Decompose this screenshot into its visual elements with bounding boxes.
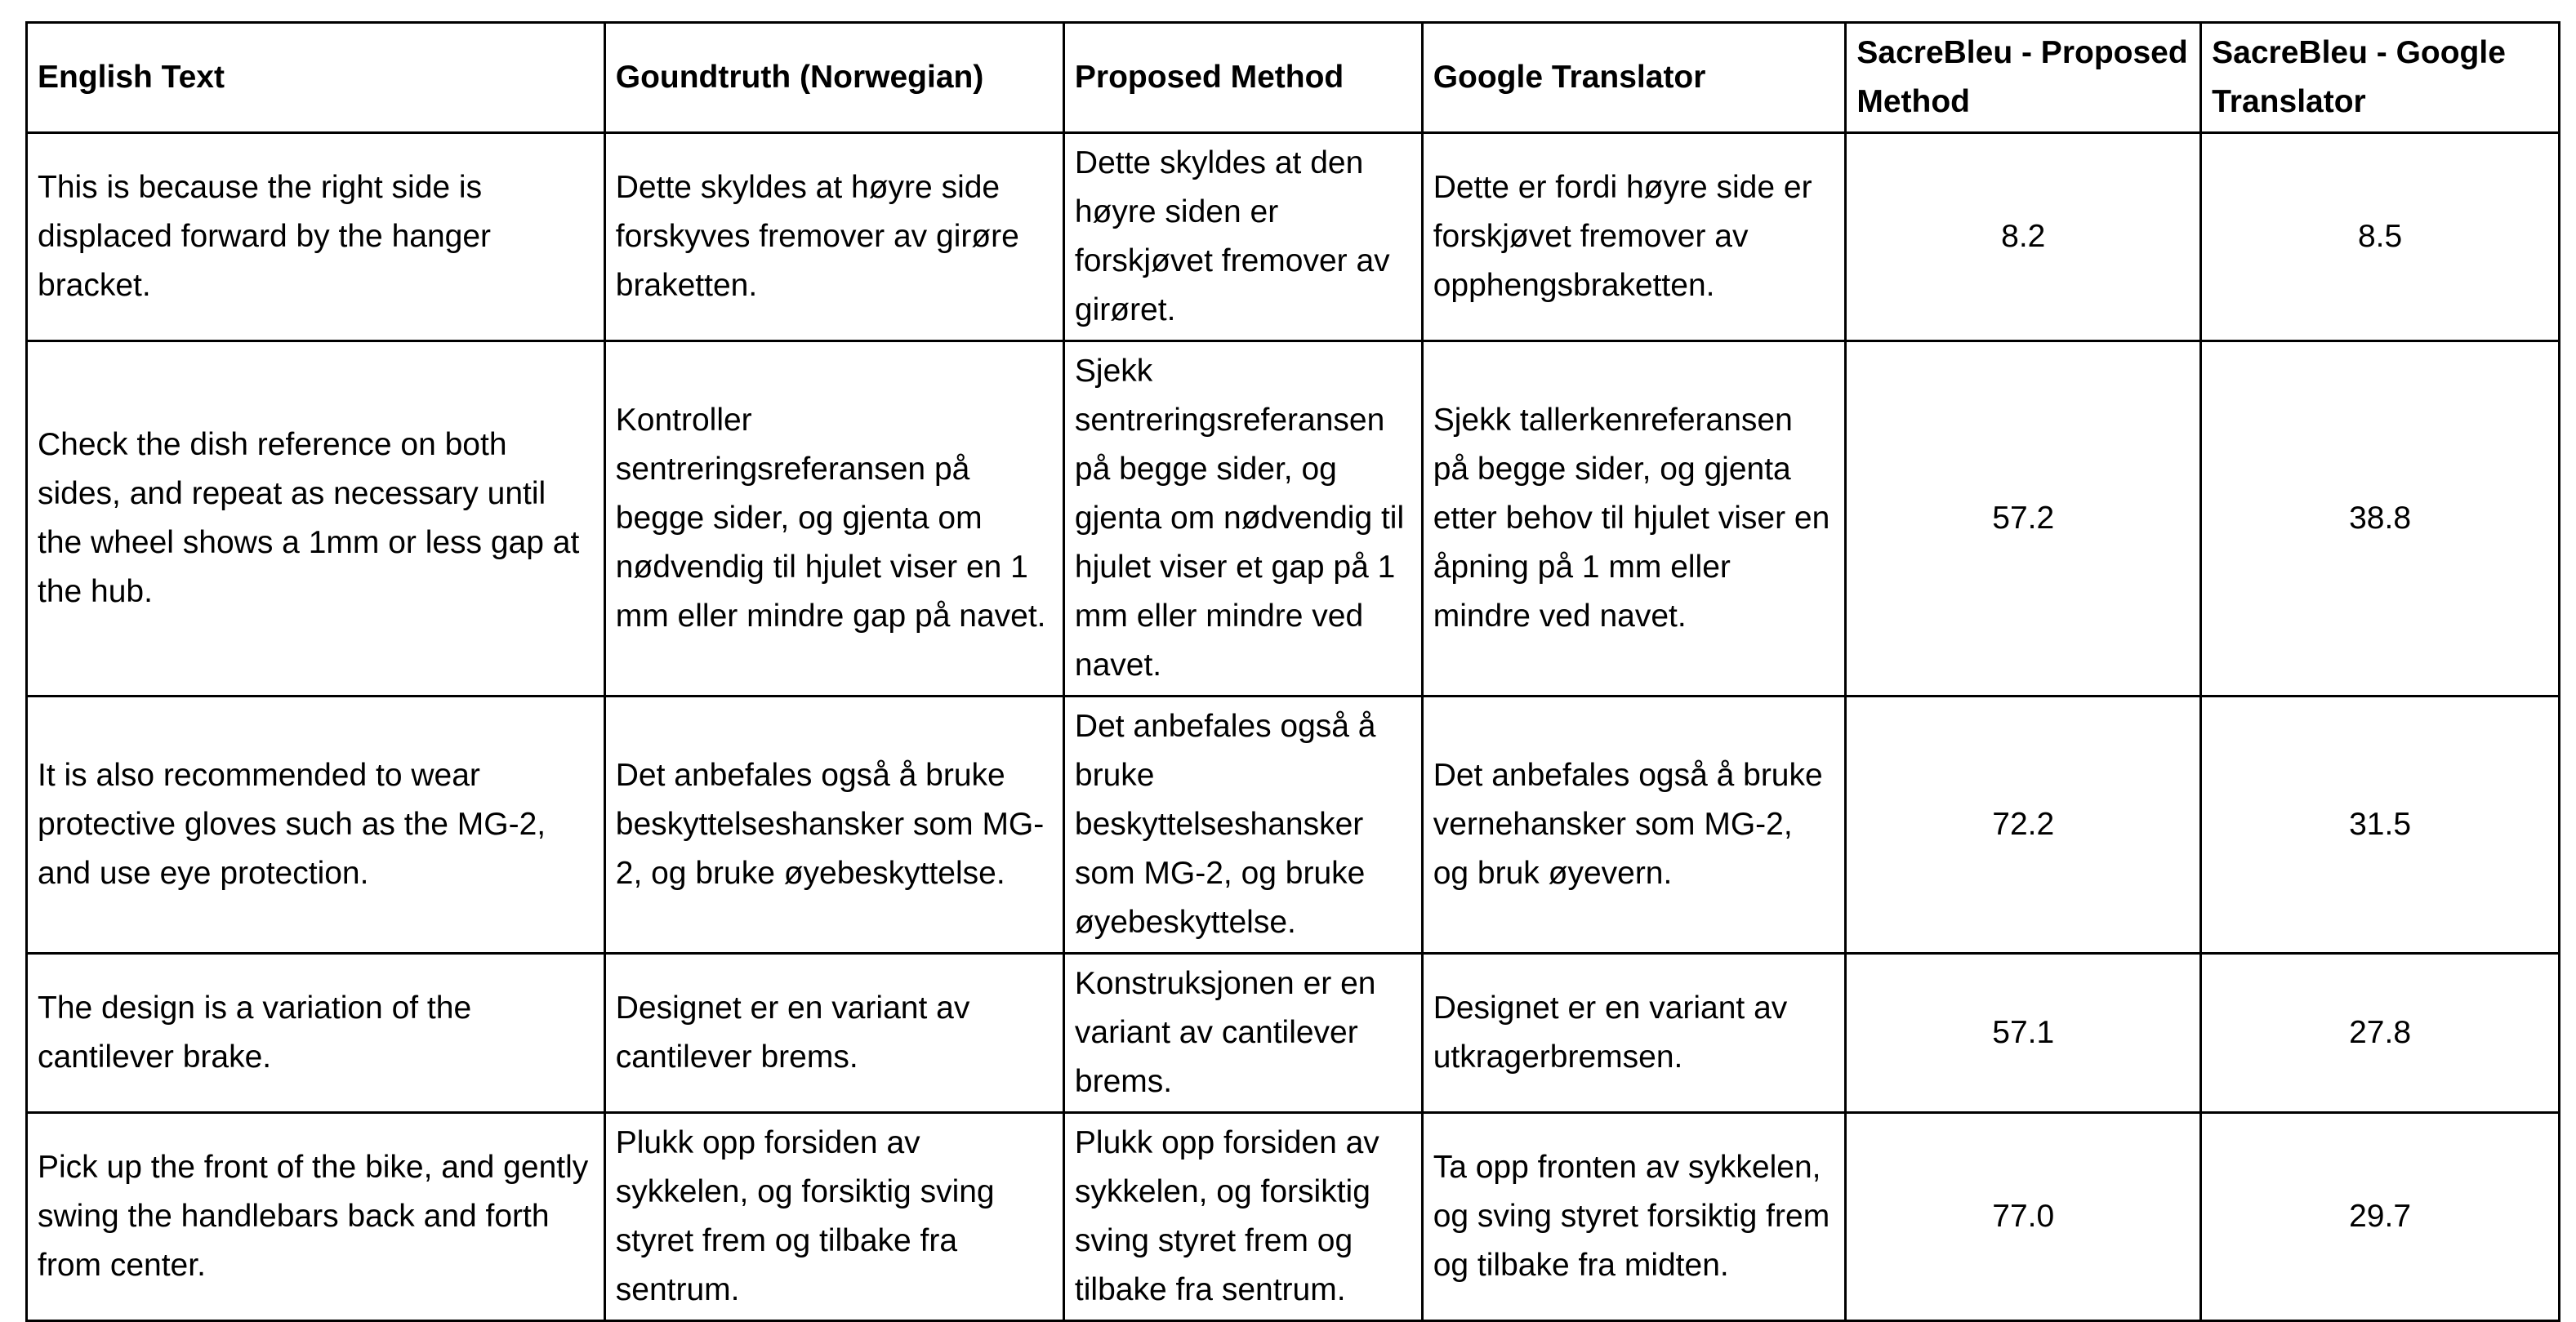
header-row bbox=[27, 23, 2560, 133]
cell-proposed[interactable]: Det anbefales også å bruke beskyttelseshansker som MG-2, og bruke øyebeskyttelse. bbox=[1063, 697, 1422, 954]
cell-google[interactable]: Designet er en variant av utkragerbremsen. bbox=[1422, 954, 1846, 1113]
cell-groundtruth[interactable]: Kontroller sentreringsreferansen på begge sider, og gjenta om nødvendig til hjulet viser en 1 mm eller mindre gap på navet. bbox=[604, 341, 1063, 697]
header-english-text[interactable]: English Text bbox=[27, 23, 605, 133]
cell-english[interactable]: Pick up the front of the bike, and gently swing the handlebars back and forth from center. bbox=[27, 1113, 605, 1321]
cell-groundtruth[interactable]: Det anbefales også å bruke beskyttelseshansker som MG-2, og bruke øyebeskyttelse. bbox=[604, 697, 1063, 954]
cell-proposed[interactable]: Dette skyldes at den høyre siden er forskjøvet fremover av girøret. bbox=[1063, 133, 1422, 341]
table-row bbox=[27, 954, 2560, 1113]
cell-groundtruth[interactable]: Dette skyldes at høyre side forskyves fremover av girøre braketten. bbox=[604, 133, 1063, 341]
table-row bbox=[27, 341, 2560, 697]
cell-english[interactable]: Check the dish reference on both sides, and repeat as necessary until the wheel shows a 1mm or less gap at the hub. bbox=[27, 341, 605, 697]
cell-bleu-google[interactable]: 8.5 bbox=[2201, 133, 2560, 341]
cell-bleu-proposed[interactable]: 57.1 bbox=[1846, 954, 2201, 1113]
cell-bleu-proposed[interactable]: 77.0 bbox=[1846, 1113, 2201, 1321]
cell-groundtruth[interactable]: Designet er en variant av cantilever brems. bbox=[604, 954, 1063, 1113]
translation-comparison-table bbox=[25, 21, 2560, 1322]
table-row bbox=[27, 697, 2560, 954]
cell-groundtruth[interactable]: Plukk opp forsiden av sykkelen, og forsiktig sving styret frem og tilbake fra sentrum. bbox=[604, 1113, 1063, 1321]
header-sacrebleu-google[interactable]: SacreBleu - Google Translator bbox=[2201, 23, 2560, 133]
cell-bleu-google[interactable]: 27.8 bbox=[2201, 954, 2560, 1113]
cell-google[interactable]: Det anbefales også å bruke vernehansker som MG-2, og bruk øyevern. bbox=[1422, 697, 1846, 954]
cell-bleu-proposed[interactable]: 8.2 bbox=[1846, 133, 2201, 341]
header-groundtruth[interactable]: Goundtruth (Norwegian) bbox=[604, 23, 1063, 133]
cell-proposed[interactable]: Sjekk sentreringsreferansen på begge sider, og gjenta om nødvendig til hjulet viser et gap på 1 mm eller mindre ved navet. bbox=[1063, 341, 1422, 697]
header-sacrebleu-proposed[interactable]: SacreBleu - Proposed Method bbox=[1846, 23, 2201, 133]
cell-bleu-proposed[interactable]: 57.2 bbox=[1846, 341, 2201, 697]
header-proposed-method[interactable]: Proposed Method bbox=[1063, 23, 1422, 133]
table-row bbox=[27, 1113, 2560, 1321]
cell-english[interactable]: This is because the right side is displaced forward by the hanger bracket. bbox=[27, 133, 605, 341]
cell-google[interactable]: Sjekk tallerkenreferansen på begge sider, og gjenta etter behov til hjulet viser en åpning på 1 mm eller mindre ved navet. bbox=[1422, 341, 1846, 697]
header-google-translator[interactable]: Google Translator bbox=[1422, 23, 1846, 133]
cell-english[interactable]: It is also recommended to wear protective gloves such as the MG-2, and use eye protection. bbox=[27, 697, 605, 954]
cell-bleu-google[interactable]: 29.7 bbox=[2201, 1113, 2560, 1321]
cell-proposed[interactable]: Plukk opp forsiden av sykkelen, og forsiktig sving styret frem og tilbake fra sentrum. bbox=[1063, 1113, 1422, 1321]
cell-english[interactable]: The design is a variation of the cantilever brake. bbox=[27, 954, 605, 1113]
cell-bleu-google[interactable]: 31.5 bbox=[2201, 697, 2560, 954]
table-row bbox=[27, 133, 2560, 341]
cell-google[interactable]: Ta opp fronten av sykkelen, og sving styret forsiktig frem og tilbake fra midten. bbox=[1422, 1113, 1846, 1321]
cell-proposed[interactable]: Konstruksjonen er en variant av cantilever brems. bbox=[1063, 954, 1422, 1113]
cell-google[interactable]: Dette er fordi høyre side er forskjøvet fremover av opphengsbraketten. bbox=[1422, 133, 1846, 341]
cell-bleu-proposed[interactable]: 72.2 bbox=[1846, 697, 2201, 954]
cell-bleu-google[interactable]: 38.8 bbox=[2201, 341, 2560, 697]
